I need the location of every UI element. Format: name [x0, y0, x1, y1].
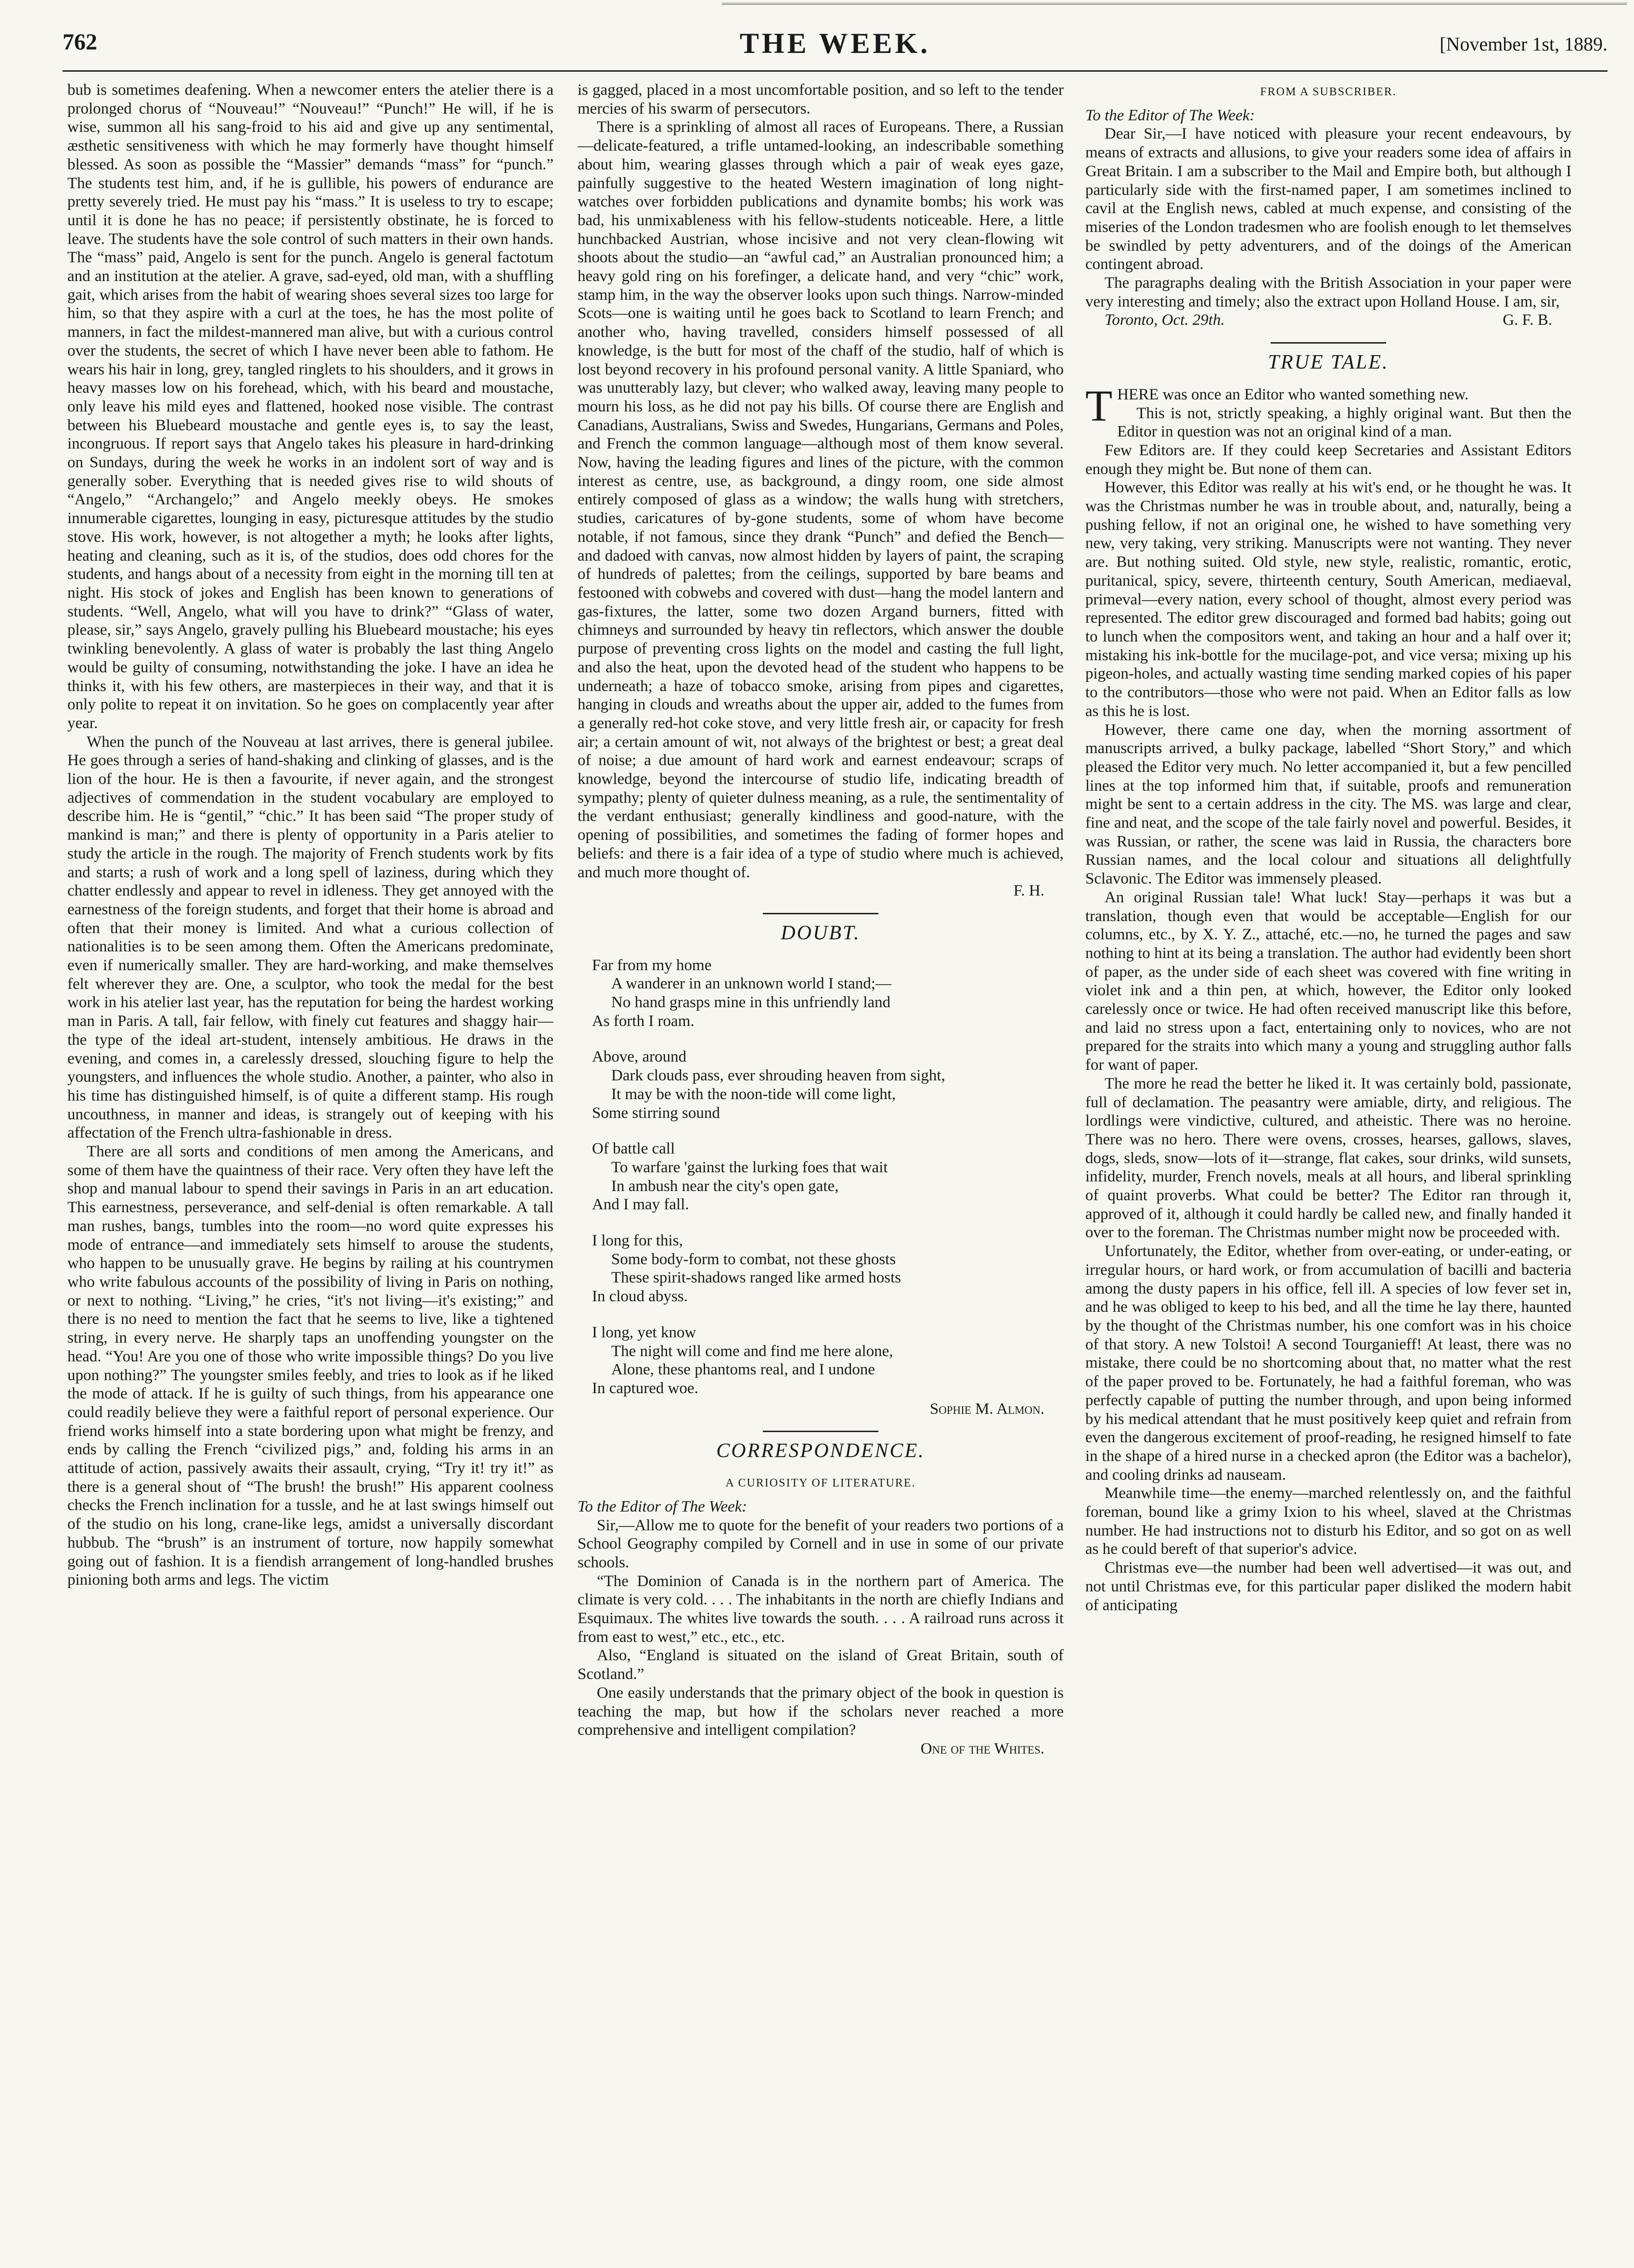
section-title: CORRESPONDENCE. — [716, 1440, 925, 1462]
story-paragraph: This is not, strictly speaking, a highly original want. But then the Editor in question was not an original kind of a man. — [1117, 404, 1571, 441]
letter-salutation-line: To the Editor of The Week: — [1085, 106, 1255, 124]
poem-line: I long, yet know — [592, 1323, 696, 1341]
letter-signature: G. F. B. — [1503, 311, 1552, 329]
story-opening-text: HERE was once an Editor who wanted something new. — [1117, 385, 1469, 403]
page-number: 762 — [63, 29, 97, 55]
letter-subtitle: FROM A SUBSCRIBER. — [1260, 86, 1397, 98]
poem-line: Some body-form to combat, not these ghosts — [611, 1250, 896, 1268]
poem-line: Alone, these phantoms real, and I undone — [611, 1361, 875, 1379]
poem-stanza — [592, 1140, 1064, 1214]
masthead: THE WEEK. — [739, 27, 931, 59]
article-paragraph: bub is sometimes deafening. When a newcomer enters the atelier there is a prolonged chorus of “Nouveau!” “Nouveau!” “Punch!” He will, if he is wise, summon all his sang-froid to his aid and give up any sentimental, æsthetic sensitiveness with which he may formerly have thought himself blessed. As soon as possible the “Massier” demands “mass” for “punch.” The students test him, and, if he is gullible, his powers of endurance are pretty severely tried. He must pay his “mass.” It is useless to try to escape; until it is done he has no peace; if persistently obstinate, he is forced to leave. The students have the sole control of such matters in their own hands. The “mass” paid, Angelo is sent for the punch. Angelo is general factotum and an institution at the atelier. A grave, sad-eyed, old man, with a shuffling gait, which arises from the habit of wearing shoes several sizes too large for him, so that they aspire with a curl at the toes, he has the most polite of manners, in fact the mildest-mannered man alive, but with a curious control over the students, the secret of which I have never been able to fathom. He wears his hair in long, grey, tangled ringlets to his shoulders, and it grows in heavy masses low on his forehead, which, with his beard and moustache, only leave his mild eyes and flattened, hooked nose visible. The contrast between his Bluebeard moustache and gentle eyes is, to say the least, incongruous. If report says that Angelo takes his pleasure in hard-drinking on Sundays, during the week he works in an indolent sort of way and is generally sober. Everything that is needed gives rise to wild shouts of “Angelo,” “Archangelo;” and Angelo meekly obeys. He smokes innumerable cigarettes, lounging in easy, picturesque attitudes by the studio stove. His work, however, is not altogether a myth; he looks after lights, heating and cleaning, such as it is, of the studios, does odd chores for the students, and hangs about of a necessity from eight in the morning till ten at night. His stock of jokes and English has been known to generations of students. “Well, Angelo, what will you have to drink?” “Glass of water, please, sir,” says Angelo, gravely pulling his Bluebeard moustache; his eyes twinkling benevolently. A glass of water is probably the last thing Angelo would be guilty of consuming, notwithstanding the joke. I have an idea he thinks it, with his few others, are masterpieces in their way, and that it is only polite to repeat it on invitation. So he goes on complacently year after year. — [67, 81, 553, 732]
poem-line: A wanderer in an unknown world I stand;— — [611, 975, 891, 993]
poem-stanza — [592, 1231, 1064, 1306]
letter-paragraph: “The Dominion of Canada is in the northern part of America. The climate is very cold. . . . The inhabitants in the north are chiefly Indians and Esquimaux. The whites live towards the south. . . . A railroad runs across it from east to west,” etc., etc., etc. — [578, 1572, 1064, 1646]
letter-paragraph: Dear Sir,—I have noticed with pleasure your recent endeavours, by means of extracts and allusions, to give your readers some idea of affairs in Great Britain. I am a subscriber to the Mail and Empire both, but although I particularly side with the first-named paper, I am sometimes inclined to cavil at the English news, cabled at much expense, and consisting of the miseries of the London tradesmen who are foolish enough to let themselves be swindled by petty adventurers, and of the doings of the American contingent abroad. — [1085, 125, 1571, 273]
section-divider — [763, 1431, 878, 1432]
poem-line: It may be with the noon-tide will come light, — [611, 1085, 896, 1103]
poem-line: In ambush near the city's open gate, — [611, 1177, 839, 1195]
poem-line: Far from my home — [592, 956, 712, 974]
letter-subtitle: A CURIOSITY OF LITERATURE. — [725, 1477, 916, 1490]
story-paragraph: An original Russian tale! What luck! Stay—perhaps it was but a translation, though even that would be acceptable—English for our columns, etc., by X. Y. Z., attaché, etc.—no, he turned the pages and saw nothing to hint at its being a translation. The author had evidently been short of paper, as the under side of each sheet was covered with fine writing in violet ink and a thin pen, at which, however, the Editor only looked carelessly once or twice. He had often received manuscript like this before, and laid no stress upon a fact, entertaining only to novices, who are not prepared for the straits into which many a young and struggling author falls for want of paper. — [1085, 888, 1571, 1074]
story-paragraph: The more he read the better he liked it. It was certainly bold, passionate, full of declamation. The peasantry were amiable, dirty, and religious. The lordlings were vindictive, cultured, and atheistic. There was no heroine. There was no hero. There were ovens, crosses, hearses, gallows, slaves, dogs, sleds, snow—lots of it—strange, flat cakes, sour drinks, wild sunsets, infidelity, murder, French novels, meals at all hours, and liberal sprinkling of quaint proverbs. What could be better? The Editor ran through it, approved of it, although it could hardly be called new, and finally handed it over to the foreman. The Christmas number might now be proceeded with. — [1085, 1075, 1571, 1242]
poem-line: As forth I roam. — [592, 1012, 695, 1030]
letter-paragraph: Sir,—Allow me to quote for the benefit of your readers two portions of a School Geography compiled by Cornell and in use in some of our private schools. — [578, 1516, 1064, 1571]
poem-line: Of battle call — [592, 1140, 675, 1158]
article-paragraph: There are all sorts and conditions of men among the Americans, and some of them have the quaintness of their race. Very often they have left the shop and manual labour to spend their savings in Paris in an art education. This earnestness, perseverance, and self-denial is often remarkable. A tall man rushes, bangs, tumbles into the room—no word quite expresses his mode of entrance—and immediately sets himself to arouse the students, who happen to be unusually grave. He begins by railing at his countrymen who write fabulous accounts of the possibility of living in Paris on nothing, or next to nothing. “Living,” he cries, “it's not living—it's existing;” and there is no need to mention the fact that he seems to live, like a tightened string, in every nerve. He sharply taps an unoffending youngster on the head. “You! Are you one of those who write impossible things? Do you live upon nothing?” The youngster smiles feebly, and tries to look as if he liked the mode of attack. If he is guilty of such things, from his appearance one could readily believe they were a faithful report of personal experience. Our friend works himself into a state bordering upon what might be frenzy, and ends by calling the French “civilized pigs,” and, folding his arms in an attitude of action, passively awaits their assault, crying, “Try it! try it!” as there is a general shout of “The brush! the brush!” His apparent coolness checks the French inclination for a tussle, and he at last swings himself out of the studio on his long, crane-like legs, amidst a universally discordant hubbub. The “brush” is an instrument of torture, now happily somewhat going out of fashion. It is a fiendish arrangement of long-handled brushes pinioning both arms and legs. The victim — [67, 1143, 553, 1589]
poem-line: I long for this, — [592, 1232, 683, 1250]
section-divider — [763, 913, 878, 914]
column-1 — [67, 81, 553, 2246]
poem-doubt — [578, 956, 1064, 1398]
poem-line: In cloud abyss. — [592, 1288, 688, 1306]
letter-dateline — [1085, 311, 1571, 330]
poem-line: Some stirring sound — [592, 1104, 720, 1122]
poem-line: In captured woe. — [592, 1380, 698, 1397]
section-divider — [1271, 342, 1386, 344]
column-2 — [578, 81, 1064, 2246]
letter-paragraph: One easily understands that the primary object of the book in question is teaching the map, but how if the scholars never reached a more comprehensive and intelligent compilation? — [578, 1684, 1064, 1739]
poem-line: No hand grasps mine in this unfriendly land — [611, 994, 891, 1012]
poem-stanza — [592, 1323, 1064, 1398]
poem-line: The night will come and find me here alone, — [611, 1342, 893, 1360]
poem-line: To warfare 'gainst the lurking foes that wait — [611, 1158, 888, 1176]
column-3 — [1085, 81, 1571, 2246]
header-rule — [63, 70, 1608, 72]
article-signature: F. H. — [1013, 882, 1044, 900]
letter-signature: One of the Whites. — [920, 1740, 1044, 1757]
poem-author: Sophie M. Almon. — [929, 1400, 1044, 1418]
poem-stanza — [592, 1048, 1064, 1122]
story-paragraph: However, there came one day, when the morning assortment of manuscripts arrived, a bulky package, labelled “Short Story,” and which pleased the Editor very much. No letter accompanied it, but a few pencilled lines at the top informed him that, if suitable, proofs and remuneration might be sent to a certain address in the city. The MS. was large and clear, fine and neat, and the scope of the tale fairly novel and powerful. Besides, it was Russian, or rather, the scene was laid in Russia, the characters bore Russian names, and the local colour and situations all delightfully Sclavonic. The Editor was immensely pleased. — [1085, 721, 1571, 888]
page-header — [63, 29, 1608, 67]
poem-line: These spirit-shadows ranged like armed hosts — [611, 1269, 901, 1287]
poem-title: DOUBT. — [781, 922, 861, 944]
story-paragraph: However, this Editor was really at his wit's end, or he thought he was. It was the Christmas number he was in trouble about, and, naturally, being a pushing fellow, if not an original one, he wished to have something very new, very taking, very striking. Manuscripts were not wanting. They never are. But nothing suited. Old style, new style, realistic, romantic, erotic, puritanical, spicy, severe, thirteenth century, South American, mediaeval, primeval—every nation, every school of thought, almost every period was represented. The editor grew discouraged and formed bad habits; going out to lunch when the compositors went, and taking an hour and a half over it; mistaking his ink-bottle for the mucilage-pot, and vice versa; mixing up his pigeon-holes, and actually wasting time sending marked copies of his paper to the contributors—those who were not paid. When an Editor falls as low as this he is lost. — [1085, 479, 1571, 720]
poem-line: And I may fall. — [592, 1196, 689, 1214]
drop-cap: T — [1085, 381, 1113, 430]
story-paragraph: Christmas eve—the number had been well advertised—it was out, and not until Christmas eve, for this particular paper disliked the modern habit of anticipating — [1085, 1559, 1571, 1614]
poem-line: Above, around — [592, 1048, 687, 1066]
poem-line: Dark clouds pass, ever shrouding heaven from sight, — [611, 1067, 945, 1085]
story-title: TRUE TALE. — [1268, 351, 1389, 374]
letter-date: Toronto, Oct. 29th. — [1105, 311, 1225, 329]
story-paragraph: Meanwhile time—the enemy—marched relentlessly on, and the faithful foreman, bound like a grimy Ixion to his wheel, slaved at the Christmas number. He had instructions not to disturb his Editor, and so got on as well as he could bereft of that superior's advice. — [1085, 1485, 1571, 1558]
top-border — [722, 3, 1627, 5]
article-paragraph: There is a sprinkling of almost all races of Europeans. There, a Russian—delicate-featured, a trifle untamed-looking, an indescribable something about him, wearing glasses through which a pair of weak eyes gaze, painfully suggestive to the heated Western imagination of long night-watches over forbidden publications and dynamite bombs; his work was bad, his unmixableness with his fellow-students noticeable. Here, a little hunchbacked Austrian, whose incisive and not very clean-flowing wit shoots about the studio—an “awful cad,” an Australian pronounced him; a heavy gold ring on his forefinger, a delicate hand, and very “chic” work, stamp him, in the way the observer looks upon such things. Narrow-minded Scots—one is waiting until he goes back to Scotland to learn French; and another who, having travelled, considers himself possessed of all knowledge, is the butt for most of the chaff of the studio, half of which is lost beyond recovery in his profound personal vanity. A little Spaniard, who was unutterably lazy, but clever; who walked away, leaving many people to mourn his loss, as he did not pay his bills. Of course there are English and Canadians, Australians, Swiss and Swedes, Hungarians, Germans and Poles, and French the common language—although most of them know several. Now, having the leading figures and lines of the picture, with the common interest as centre, use, as background, a dingy room, one side almost entirely composed of glass as a window; the walls hung with stretchers, studies, caricatures of by-gone students, some of whom have become notable, if not famous, since they drank “Punch” and defied the Bench—and dadoed with canvas, now almost hidden by layers of paint, the scraping of hundreds of palettes; from the ceilings, supported by bare beams and festooned with cobwebs and covered with dust—hang the model lantern and gas-fixtures, the latter, some two dozen Argand burners, fitted with chimneys and surrounded by heavy tin reflectors, which answer the double purpose of preventing cross lights on the model and casting the full light, and also the heat, upon the devoted head of the student who happens to be underneath; a haze of tobacco smoke, arising from pipes and cigarettes, hanging in clouds and wreaths about the upper air, added to the fumes from a generally red-hot coke stove, and very little fresh air, or capacity for fresh air; a certain amount of wit, not always of the brightest or best; a great deal of noise; a due amount of hard work and earnest endeavour; scraps of knowledge, beyond the intercourse of studio life, indicating breadth of sympathy; plenty of quieter dulness meaning, as a rule, the sentimentality of the verdant enthusiast; generally kindliness and good-nature, with the opening of possibilities, and sometimes the fading of former hopes and beliefs: and there is a fair idea of a type of studio where much is achieved, and much more thought of. — [578, 118, 1064, 881]
issue-date: [November 1st, 1889. — [1440, 33, 1608, 55]
article-paragraph: is gagged, placed in a most uncomfortable position, and so left to the tender mercies of his swarm of persecutors. — [578, 81, 1064, 117]
letter-paragraph: Also, “England is situated on the island of Great Britain, south of Scotland.” — [578, 1647, 1064, 1683]
story-paragraph: Few Editors are. If they could keep Secretaries and Assistant Editors enough they might be. But none of them can. — [1085, 441, 1571, 478]
letter-salutation-line: To the Editor of The Week: — [578, 1498, 747, 1515]
letter-paragraph: The paragraphs dealing with the British Association in your paper were very interesting and timely; also the extract upon Holland House. I am, sir, — [1085, 274, 1571, 310]
story-paragraph: Unfortunately, the Editor, whether from over-eating, or under-eating, or irregular hours, or hard work, or from accumulation of bacilli and bacteria among the dusty papers in his office, fell ill. A species of low fever set in, and he was obliged to keep to his bed, and all the time he lay there, haunted by the thought of the Christmas number, his one comfort was in his choice of that story. A new Tolstoi! A second Tourganieff! At least, there was no mistake, there could be no shortcoming about that, no matter what the rest of the paper proved to be. Fortunately, he had a faithful foreman, who was perfectly capable of putting the number through, and upon being informed by his medical attendant that he must positively keep quiet and refrain from even the dangerous excitement of proof-reading, he resigned himself to fate in the shape of a hired nurse in a checked apron (the Editor was a bachelor), and cooling drinks ad nauseam. — [1085, 1243, 1571, 1484]
article-paragraph: When the punch of the Nouveau at last arrives, there is general jubilee. He goes through a series of hand-shaking and clinking of glasses, and is the lion of the hour. He is then a favourite, if never again, and the strongest adjectives of commendation in the student vocabulary are employed to describe him. He is “gentil,” “chic.” It has been said “The proper study of mankind is man;” and there is plenty of opportunity in a Paris atelier to study the article in the rough. The majority of French students work by fits and starts; a rush of work and a long spell of laziness, during which they chatter endlessly and appear to revel in idleness. They get annoyed with the earnestness of the foreign students, and forget that their home is abroad and often that their money is limited. And what a curious collection of nationalities is to be seen among them. Often the Americans predominate, even if numerically smaller. They are hard-working, and make themselves felt wherever they are. One, a sculptor, who took the medal for the best work in his atelier last year, has the reputation for being the hardest working man in Paris. A tall, fair fellow, with finely cut features and shaggy hair—the type of the ideal art-student, intensely ambitious. He draws in the evening, and comes in, a carelessly dressed, slouching figure to help the youngsters, and influences the whole studio. Another, a painter, who also in his time has distinguished himself, is of quite a different stamp. His rough uncouthness, in manner and ideas, is strangely out of keeping with his affectation of the French ultra-fashionable in dress. — [67, 733, 553, 1142]
poem-stanza — [592, 956, 1064, 1031]
